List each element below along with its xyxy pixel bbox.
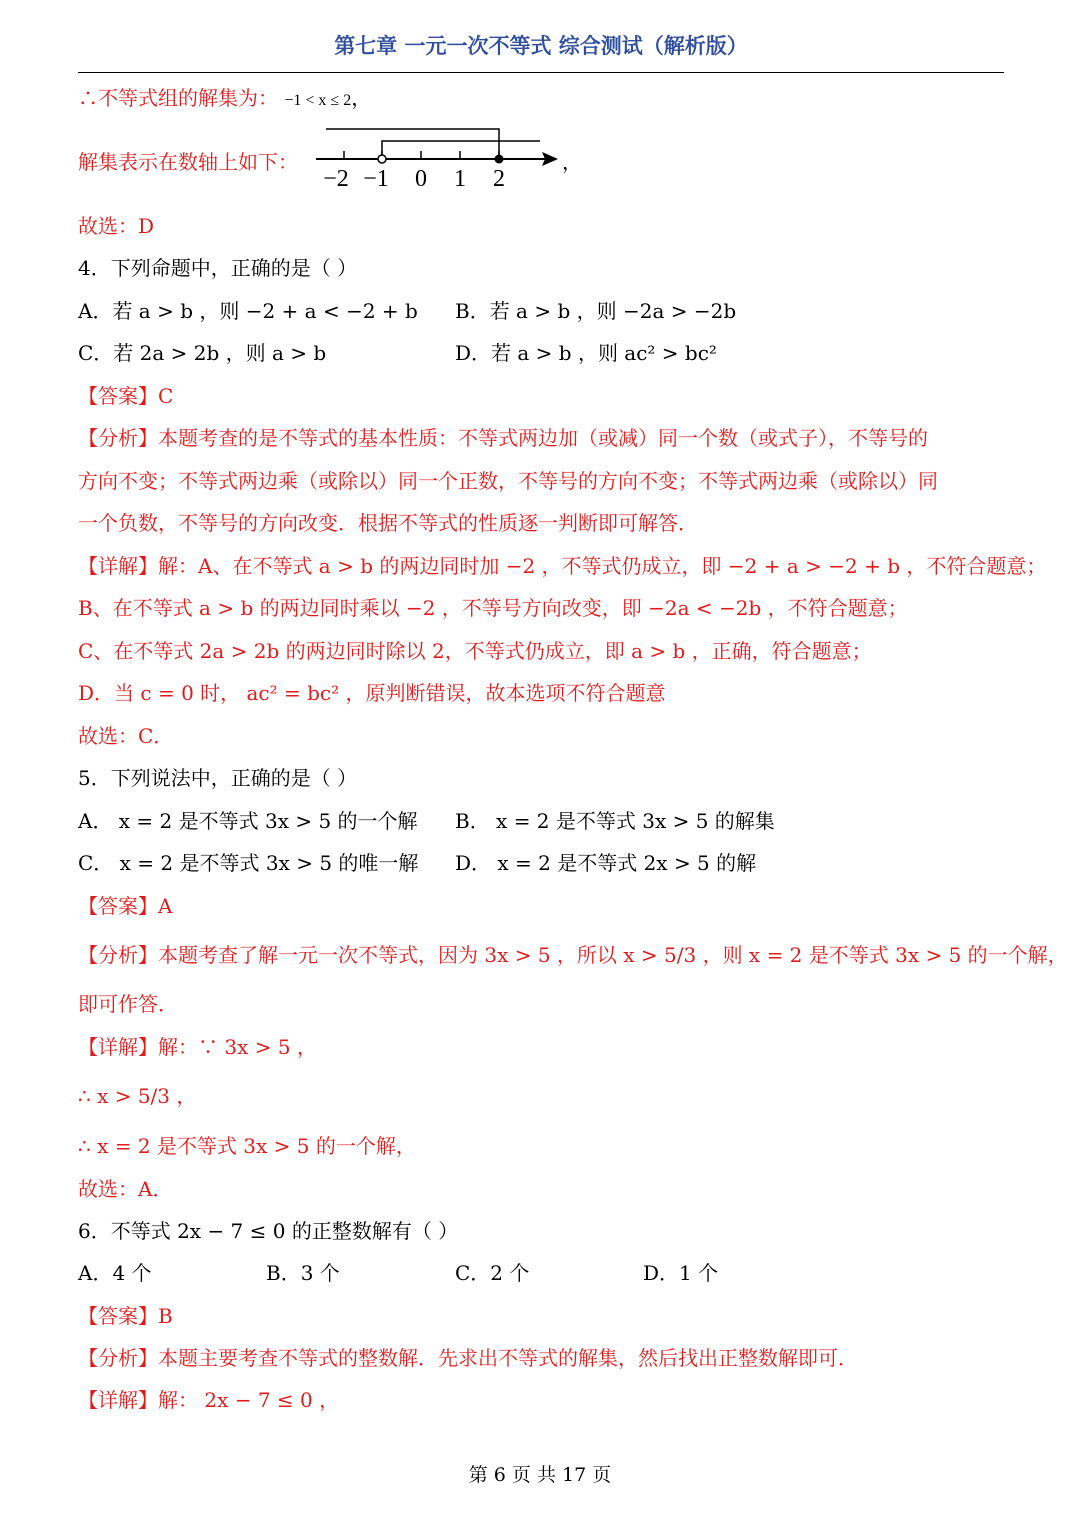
q3-solution-set-math: −1 < x ≤ 2 [284,92,352,109]
q4-analysis-line: 一个负数，不等号的方向改变．根据不等式的性质逐一判断即可解答． [78,511,698,535]
numberline-comma: ， [562,150,582,174]
q5-option-d: D． x = 2 是不等式 2x > 5 的解 [455,851,757,875]
q4-detail-line: B、在不等式 a > b 的两边同时乘以 −2 ，不等号方向改变，即 −2a < −2b ，不符合题意； [78,596,908,620]
q4-option-a: A．若 a > b ，则 −2 + a < −2 + b [78,299,418,323]
q3-choice: 故选：D [78,214,155,238]
q4-detail-line: 【详解】解：A、在不等式 a > b 的两边同时加 −2 ，不等式仍成立，即 −2 + a > −2 + b ，不符合题意； [78,554,1047,578]
q6-detail: 【详解】解： 2x − 7 ≤ 0 ， [78,1388,340,1412]
q4-option-c: C．若 2a > 2b ，则 a > b [78,341,327,365]
tick-label: 0 [415,166,427,192]
q5-stem: 5．下列说法中，正确的是（ ） [78,766,358,790]
q4-detail-line: D．当 c = 0 时， ac² = bc² ，原判断错误，故本选项不符合题意 [78,681,666,705]
q5-detail-line: ∴ x > 5/3 ， [78,1084,197,1108]
page-footer: 第 6 页 共 17 页 [468,1464,612,1486]
q6-option-a: A．4 个 [78,1261,152,1285]
q5-option-a: A． x = 2 是不等式 3x > 5 的一个解 [78,809,418,833]
q6-answer: 【答案】B [78,1304,173,1328]
q5-detail-line: ∴ x = 2 是不等式 3x > 5 的一个解， [78,1134,416,1158]
q4-analysis-line: 方向不变；不等式两边乘（或除以）同一个正数，不等号的方向不变；不等式两边乘（或除以）同 [78,469,938,493]
q5-choice: 故选：A． [78,1177,173,1201]
q3-numberline-text: 解集表示在数轴上如下： [78,150,298,174]
closed-circle-2 [495,155,504,164]
q6-analysis: 【分析】本题主要考查不等式的整数解．先求出不等式的解集，然后找出正整数解即可． [78,1346,858,1370]
q5-option-c: C． x = 2 是不等式 3x > 5 的唯一解 [78,851,419,875]
q6-option-b: B．3 个 [266,1261,340,1285]
bracket-gt-neg1 [382,141,540,159]
open-circle-neg1 [378,155,386,163]
q4-option-b: B．若 a > b ，则 −2a > −2b [455,299,737,323]
q5-analysis-line: 即可作答． [78,992,178,1016]
q5-analysis-line: 【分析】本题考查了解一元一次不等式，因为 3x > 5 ，所以 x > 5/3 ，则 x = 2 是不等式 3x > 5 的一个解， [78,943,1068,967]
q4-option-d: D．若 a > b ，则 ac² > bc² [455,341,717,365]
q4-detail-line: C、在不等式 2a > 2b 的两边同时除以 2，不等式仍成立，即 a > b ，正确，符合题意； [78,639,872,663]
header-divider [78,72,1004,73]
q6-stem: 6．不等式 2x − 7 ≤ 0 的正整数解有（ ） [78,1219,459,1243]
q4-answer: 【答案】C [78,384,174,408]
tick-label: 1 [454,166,466,192]
q3-solution-set-text: ∴不等式组的解集为： [78,86,278,110]
tick-label: −1 [363,166,389,192]
bracket-le-2 [326,129,499,159]
q4-analysis-line: 【分析】本题考查的是不等式的基本性质：不等式两边加（或减）同一个数（或式子），不等号的 [78,426,928,450]
number-line-diagram [312,120,582,196]
q4-choice: 故选：C． [78,724,174,748]
tick-label: 2 [493,166,505,192]
q3-solution-set-line: ∴不等式组的解集为： −1 < x ≤ 2， [78,86,372,110]
q5-option-b: B． x = 2 是不等式 3x > 5 的解集 [455,809,775,833]
q6-option-d: D．1 个 [643,1261,719,1285]
q6-option-c: C．2 个 [455,1261,530,1285]
q5-answer: 【答案】A [78,894,173,918]
tick-label: −2 [323,166,349,192]
q5-detail-line: 【详解】解：∵ 3x > 5 ， [78,1035,317,1059]
page-header-title: 第七章 一元一次不等式 综合测试（解析版） [334,34,748,58]
q4-stem: 4．下列命题中，正确的是（ ） [78,256,358,280]
